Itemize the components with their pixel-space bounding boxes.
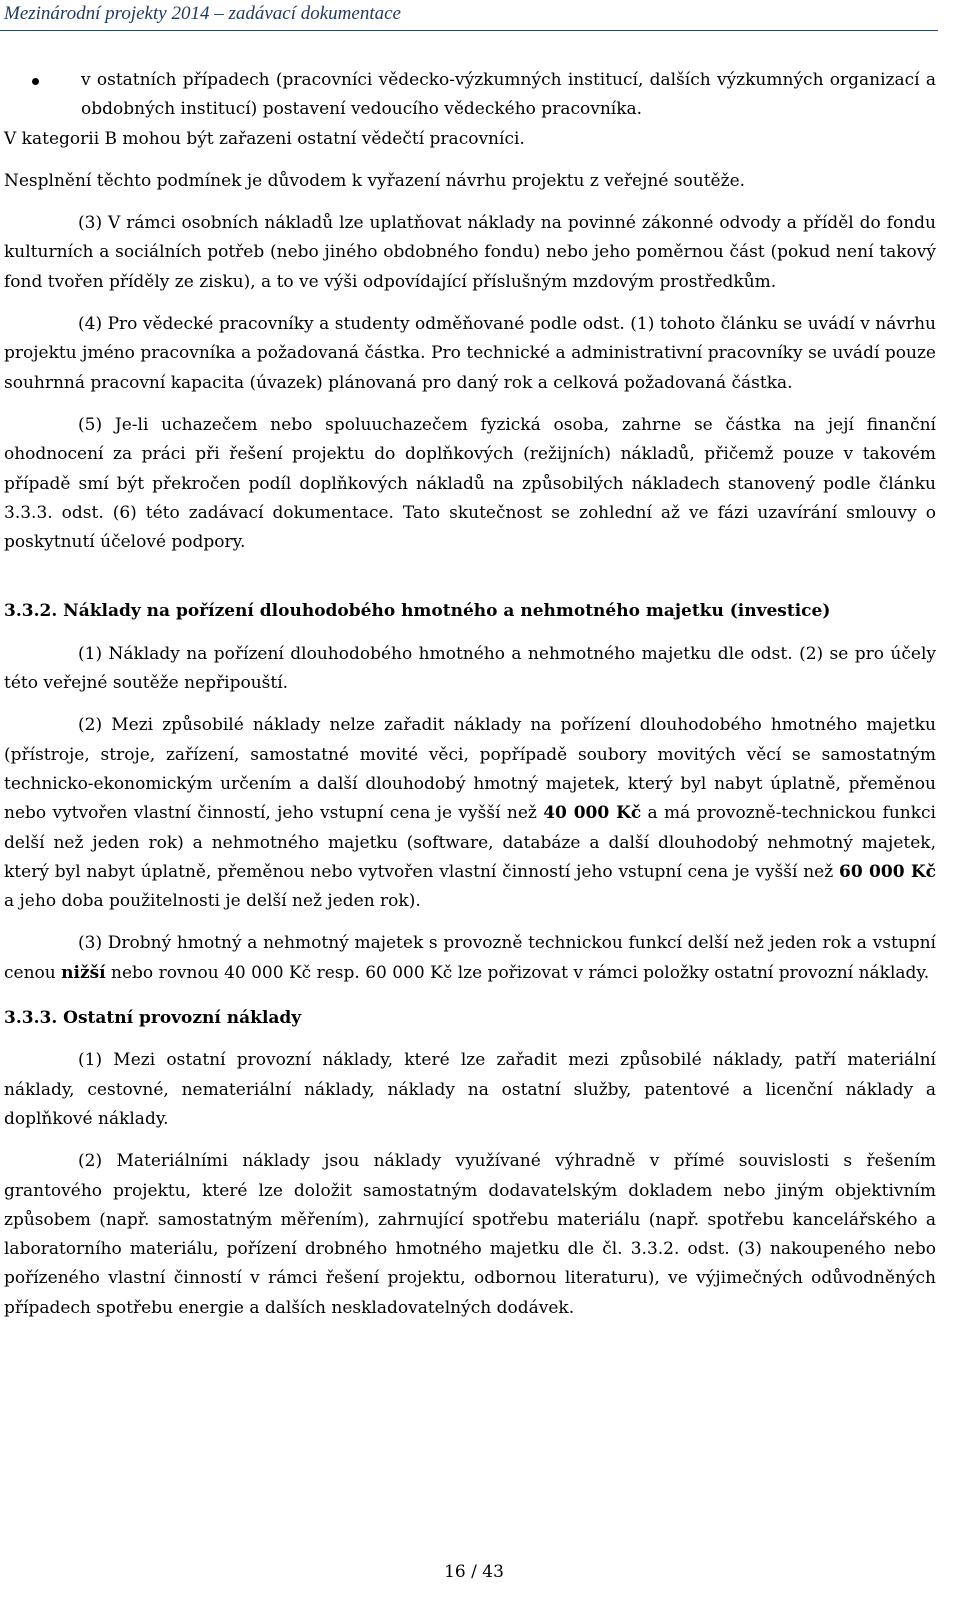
text-run: a jeho doba použitelnosti je delší než jeden rok). (4, 891, 421, 912)
document-body (4, 66, 936, 1323)
paragraph-3: (3) V rámci osobních nákladů lze uplatňovat náklady na povinné zákonné odvody a příděl do fondu kulturních a sociálních potřeb (nebo jiného obdobného fondu) nebo jeho poměrnou část (pokud není takový fond tvořen příděly ze zisku), a to ve výši odpovídající příslušným mzdovým prostředkům. (4, 213, 936, 292)
section-3-3-2-paragraph-1: (1) Náklady na pořízení dlouhodobého hmotného a nehmotného majetku dle odst. (2) se pro účely této veřejné soutěže nepřipouští. (4, 643, 936, 694)
text-run: (2) Mezi způsobilé náklady nelze zařadit náklady na pořízení dlouhodobého hmotného majetku (přístroje, stroje, zařízení, samostatné movité věci, popřípadě soubory movitých věcí se samostatným technicko-ekonomickým určením a další dlouhodobý hmotný majetek, který byl nabyt úplatně, přeměnou nebo vytvořen vlastní činností, jeho vstupní cena je vyšší než (4, 715, 936, 824)
text-run: (3) Drobný hmotný a nehmotný majetek s provozně technickou funkcí delší než jeden rok a vstupní cenou (4, 933, 936, 983)
bullet-list-item (4, 66, 936, 125)
bullet-text: v ostatních případech (pracovníci vědecko-výzkumných institucí, dalších výzkumných organizací a obdobných institucí) postavení vedoucího vědeckého pracovníka. (81, 70, 936, 120)
bullet-icon (32, 78, 39, 85)
header-rule (0, 30, 938, 31)
section-3-3-3-paragraph-1: (1) Mezi ostatní provozní náklady, které lze zařadit mezi způsobilé náklady, patří materiální náklady, cestovné, nemateriální náklady, náklady na ostatní služby, patentové a licenční náklady a doplňkové náklady. (4, 1050, 936, 1129)
section-3-3-3-paragraph-2: (2) Materiálními náklady jsou náklady využívané výhradně v přímé souvislosti s řešením grantového projektu, které lze doložit samostatným dodavatelským dokladem nebo jiným objektivním způsobem (např. samostatným měřením), zahrnující spotřebu materiálu (např. spotřebu kancelářského a laboratorního materiálu, pořízení drobného hmotného majetku dle čl. 3.3.2. odst. (3) nakoupeného nebo pořízeného vlastní činností v rámci řešení projektu, odbornou literaturu), ve výjimečných odůvodněných případech spotřebu energie a dalších neskladovatelných dodávek. (4, 1151, 936, 1318)
text-run: nebo rovnou 40 000 Kč resp. 60 000 Kč lze pořizovat v rámci položky ostatní provozní náklady. (105, 962, 930, 983)
section-3-3-2-paragraph-3 (4, 929, 936, 988)
paragraph-5: (5) Je-li uchazečem nebo spoluuchazečem fyzická osoba, zahrne se částka na její finanční ohodnocení za práci při řešení projektu do doplňkových (režijních) nákladů, přičemž pouze v takovém případě smí být překročen podíl doplňkových nákladů na způsobilých nákladech stanovený podle článku 3.3.3. odst. (6) této zadávací dokumentace. Tato skutečnost se zohlední až ve fázi uzavírání smlouvy o poskytnutí účelové podpory. (4, 414, 936, 553)
amount-40000: 40 000 Kč (543, 803, 642, 824)
section-heading-3-3-3: 3.3.3. Ostatní provozní náklady (4, 1008, 302, 1029)
section-heading-3-3-2: 3.3.2. Náklady na pořízení dlouhodobého hmotného a nehmotného majetku (investice) (4, 601, 831, 622)
paragraph-4: (4) Pro vědecké pracovníky a studenty odměňované podle odst. (1) tohoto článku se uvádí v návrhu projektu jméno pracovníka a požadovaná částka. Pro technické a administrativní pracovníky se uvádí pouze souhrnná pracovní kapacita (úvazek) plánovaná pro daný rok a celková požadovaná částka. (4, 314, 936, 393)
page-header-title: Mezinárodní projekty 2014 – zadávací dokumentace (4, 3, 401, 24)
page-number: 16 / 43 (444, 1562, 504, 1582)
text-run: a má provozně-technickou funkci delší než jeden rok) a nehmotného majetku (software, databáze a další dlouhodobý nehmotný majetek, který byl nabyt úplatně, přeměnou nebo vytvořen vlastní činností jeho vstupní cena je vyšší než (4, 803, 936, 882)
category-b-paragraph: V kategorii B mohou být zařazeni ostatní vědečtí pracovníci. (4, 128, 525, 149)
emphasis-nizsi: nižší (61, 962, 106, 983)
section-3-3-2-paragraph-2 (4, 711, 936, 916)
non-compliance-paragraph: Nesplnění těchto podmínek je důvodem k vyřazení návrhu projektu z veřejné soutěže. (4, 170, 746, 191)
amount-60000: 60 000 Kč (839, 861, 936, 882)
